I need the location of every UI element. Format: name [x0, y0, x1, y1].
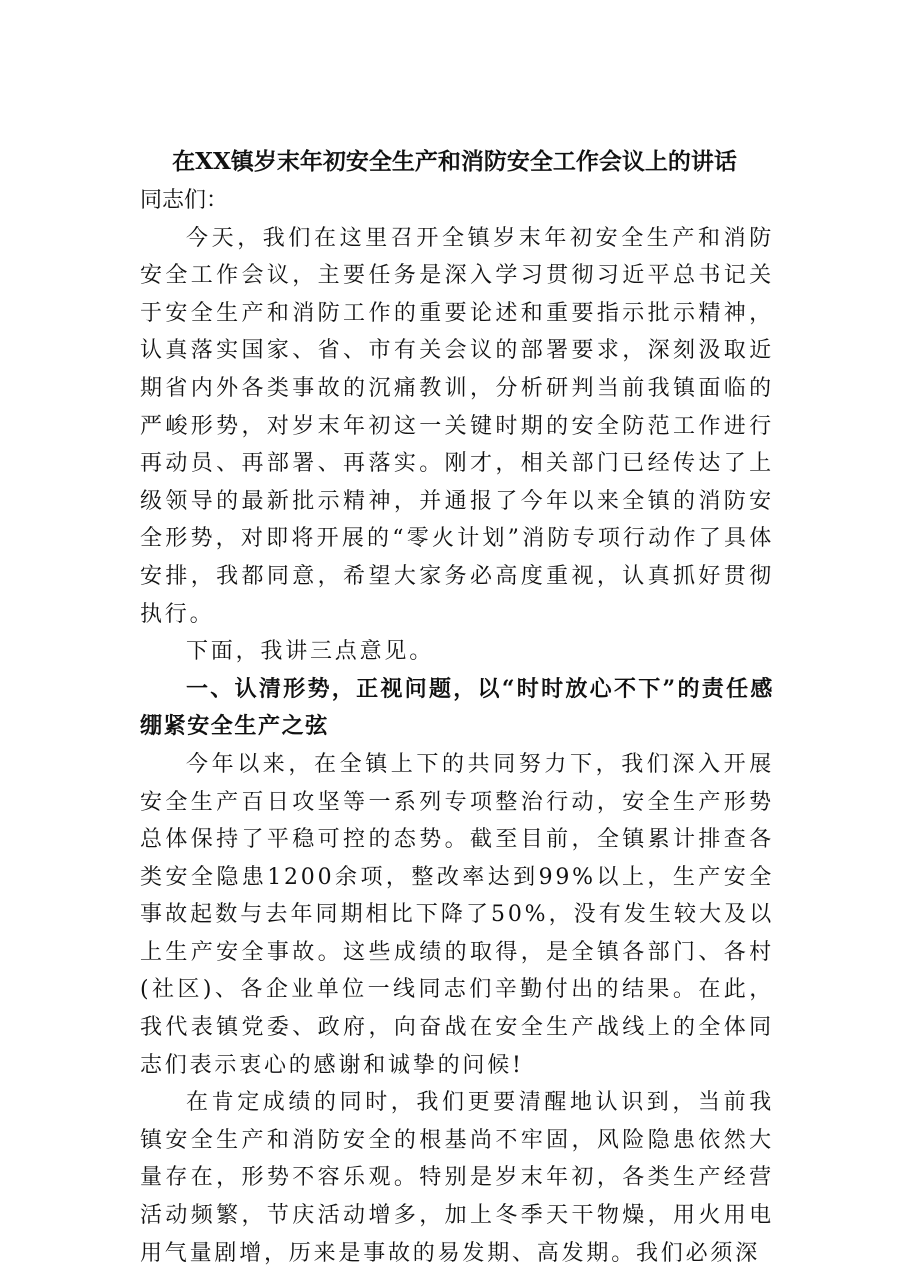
paragraph-intro-points: 下面，我讲三点意见。 — [186, 639, 435, 665]
paragraph-achievements: 今年以来，在全镇上下的共同努力下，我们深入开展安全生产百日攻坚等一系列专项整治行动，安全生产形势总体保持了平稳可控的态势。截至目前，全镇累计排查各类安全隐患1200余项，整改率达到99%以上，生产安全事故起数与去年同期相比下降了50%，没有发生较大及以上生产安全事故。这些成绩的取得，是全镇各部门、各村(社区)、各企业单位一线同志们辛勤付出的结果。在此，我代表镇党委、政府，向奋战在安全生产战线上的全体同志们表示衷心的感谢和诚挚的问候! — [140, 751, 774, 1078]
paragraph-opening: 今天，我们在这里召开全镇岁末年初安全生产和消防安全工作会议，主要任务是深入学习贯彻习近平总书记关于安全生产和消防工作的重要论述和重要指示批示精神，认真落实国家、省、市有关会议的部署要求，深刻汲取近期省内外各类事故的沉痛教训，分析研判当前我镇面临的严峻形势，对岁末年初这一关键时期的安全防范工作进行再动员、再部署、再落实。刚才，相关部门已经传达了上级领导的最新批示精神，并通报了今年以来全镇的消防安全形势，对即将开展的“零火计划”消防专项行动作了具体安排，我都同意，希望大家务必高度重视，认真抓好贯彻执行。 — [140, 225, 774, 627]
paragraph-risks: 在肯定成绩的同时，我们更要清醒地认识到，当前我镇安全生产和消防安全的根基尚不牢固，风险隐患依然大量存在，形势不容乐观。特别是岁末年初，各类生产经营活动频繁，节庆活动增多，加上冬季天干物燥，用火用电用气量剧增，历来是事故的易发期、高发期。我们必须深 — [140, 1090, 774, 1266]
section-heading-1: 一、认清形势，正视问题，以“时时放心不下”的责任感绷紧安全生产之弦 — [140, 675, 774, 740]
salutation: 同志们： — [140, 188, 229, 213]
document-body — [140, 182, 774, 1272]
document-title: 在XX镇岁末年初安全生产和消防安全工作会议上的讲话 — [172, 148, 737, 175]
